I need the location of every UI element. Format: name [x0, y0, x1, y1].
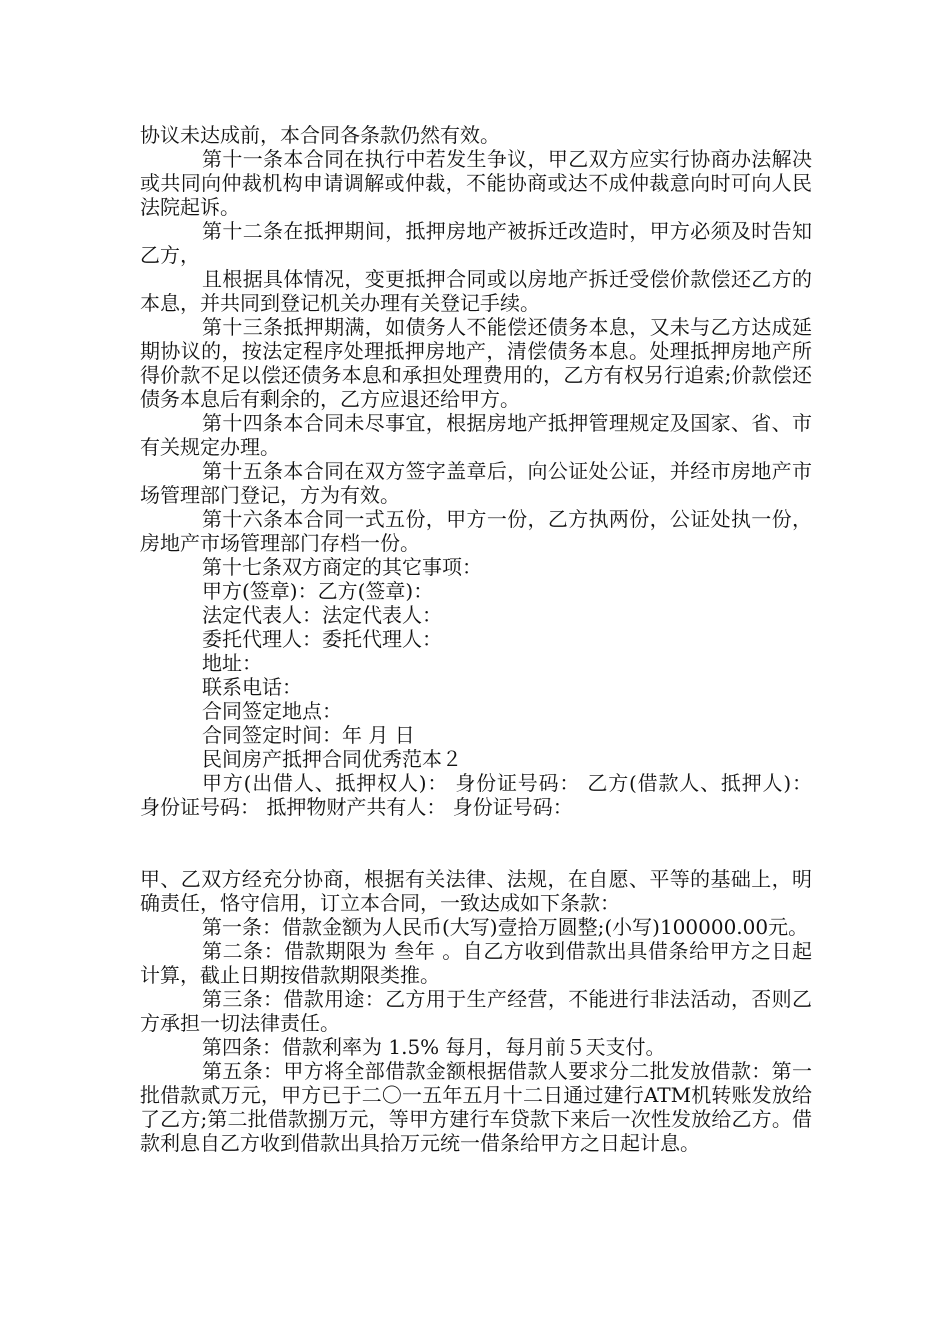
loan-article-5: 第五条：甲方将全部借款金额根据借款人要求分二批发放借款：第一批借款贰万元，甲方已于二〇一五年五月十二日通过建行ATM机转账发放给了乙方;第二批借款捌万元，等甲方建行车贷款下来后一次性发放给乙方。借款利息自乙方收到借款出具拾万元统一借条给甲方之日起计息。 [140, 1059, 812, 1155]
loan-article-1: 第一条：借款金额为人民币(大写)壹拾万圆整;(小写)100000.00元。 [202, 915, 809, 939]
article-14: 第十四条本合同未尽事宜，根据房地产抵押管理规定及国家、省、市有关规定办理。 [140, 411, 812, 459]
signing-date-line: 合同签定时间：年 月 日 [202, 723, 415, 747]
address-line: 地址： [202, 651, 262, 675]
loan-article-3: 第三条：借款用途：乙方用于生产经营，不能进行非法活动，否则乙方承担一切法律责任。 [140, 987, 812, 1035]
paragraph-continuation: 协议未达成前，本合同各条款仍然有效。 [140, 123, 500, 147]
agent-line: 委托代理人：委托代理人： [202, 627, 442, 651]
article-12-continued: 且根据具体情况，变更抵押合同或以房地产拆迁受偿价款偿还乙方的本息，并共同到登记机关办理有关登记手续。 [140, 267, 812, 315]
section-title: 民间房产抵押合同优秀范本２ [202, 747, 462, 771]
signature-party-line: 甲方(签章)：乙方(签章)： [202, 579, 434, 603]
signing-place-line: 合同签定地点： [202, 699, 342, 723]
parties-line: 甲方(出借人、抵押权人)： 身份证号码： 乙方(借款人、抵押人)： 身份证号码： 抵押物财产共有人： 身份证号码： [140, 771, 812, 819]
article-15: 第十五条本合同在双方签字盖章后，向公证处公证，并经市房地产市场管理部门登记，方为有效。 [140, 459, 812, 507]
legal-representative-line: 法定代表人：法定代表人： [202, 603, 442, 627]
phone-line: 联系电话： [202, 675, 302, 699]
article-12: 第十二条在抵押期间，抵押房地产被拆迁改造时，甲方必须及时告知乙方， [140, 219, 812, 267]
article-17: 第十七条双方商定的其它事项： [202, 555, 482, 579]
intro-paragraph: 甲、乙双方经充分协商，根据有关法律、法规，在自愿、平等的基础上，明确责任，恪守信用，订立本合同，一致达成如下条款： [140, 867, 812, 915]
article-11: 第十一条本合同在执行中若发生争议，甲乙双方应实行协商办法解决或共同向仲裁机构申请调解或仲裁，不能协商或达不成仲裁意向时可向人民法院起诉。 [140, 147, 812, 219]
document-page [140, 123, 812, 1155]
article-16: 第十六条本合同一式五份，甲方一份，乙方执两份，公证处执一份，房地产市场管理部门存档一份。 [140, 507, 812, 555]
loan-article-2: 第二条：借款期限为 叁年 。自乙方收到借款出具借条给甲方之日起计算，截止日期按借款期限类推。 [140, 939, 812, 987]
paragraph-gap [140, 819, 812, 867]
loan-article-4: 第四条：借款利率为 1.5% 每月，每月前５天支付。 [202, 1035, 666, 1059]
article-13: 第十三条抵押期满，如债务人不能偿还债务本息，又未与乙方达成延期协议的，按法定程序处理抵押房地产，清偿债务本息。处理抵押房地产所得价款不足以偿还债务本息和承担处理费用的，乙方有权另行追索;价款偿还债务本息后有剩余的，乙方应退还给甲方。 [140, 315, 812, 411]
